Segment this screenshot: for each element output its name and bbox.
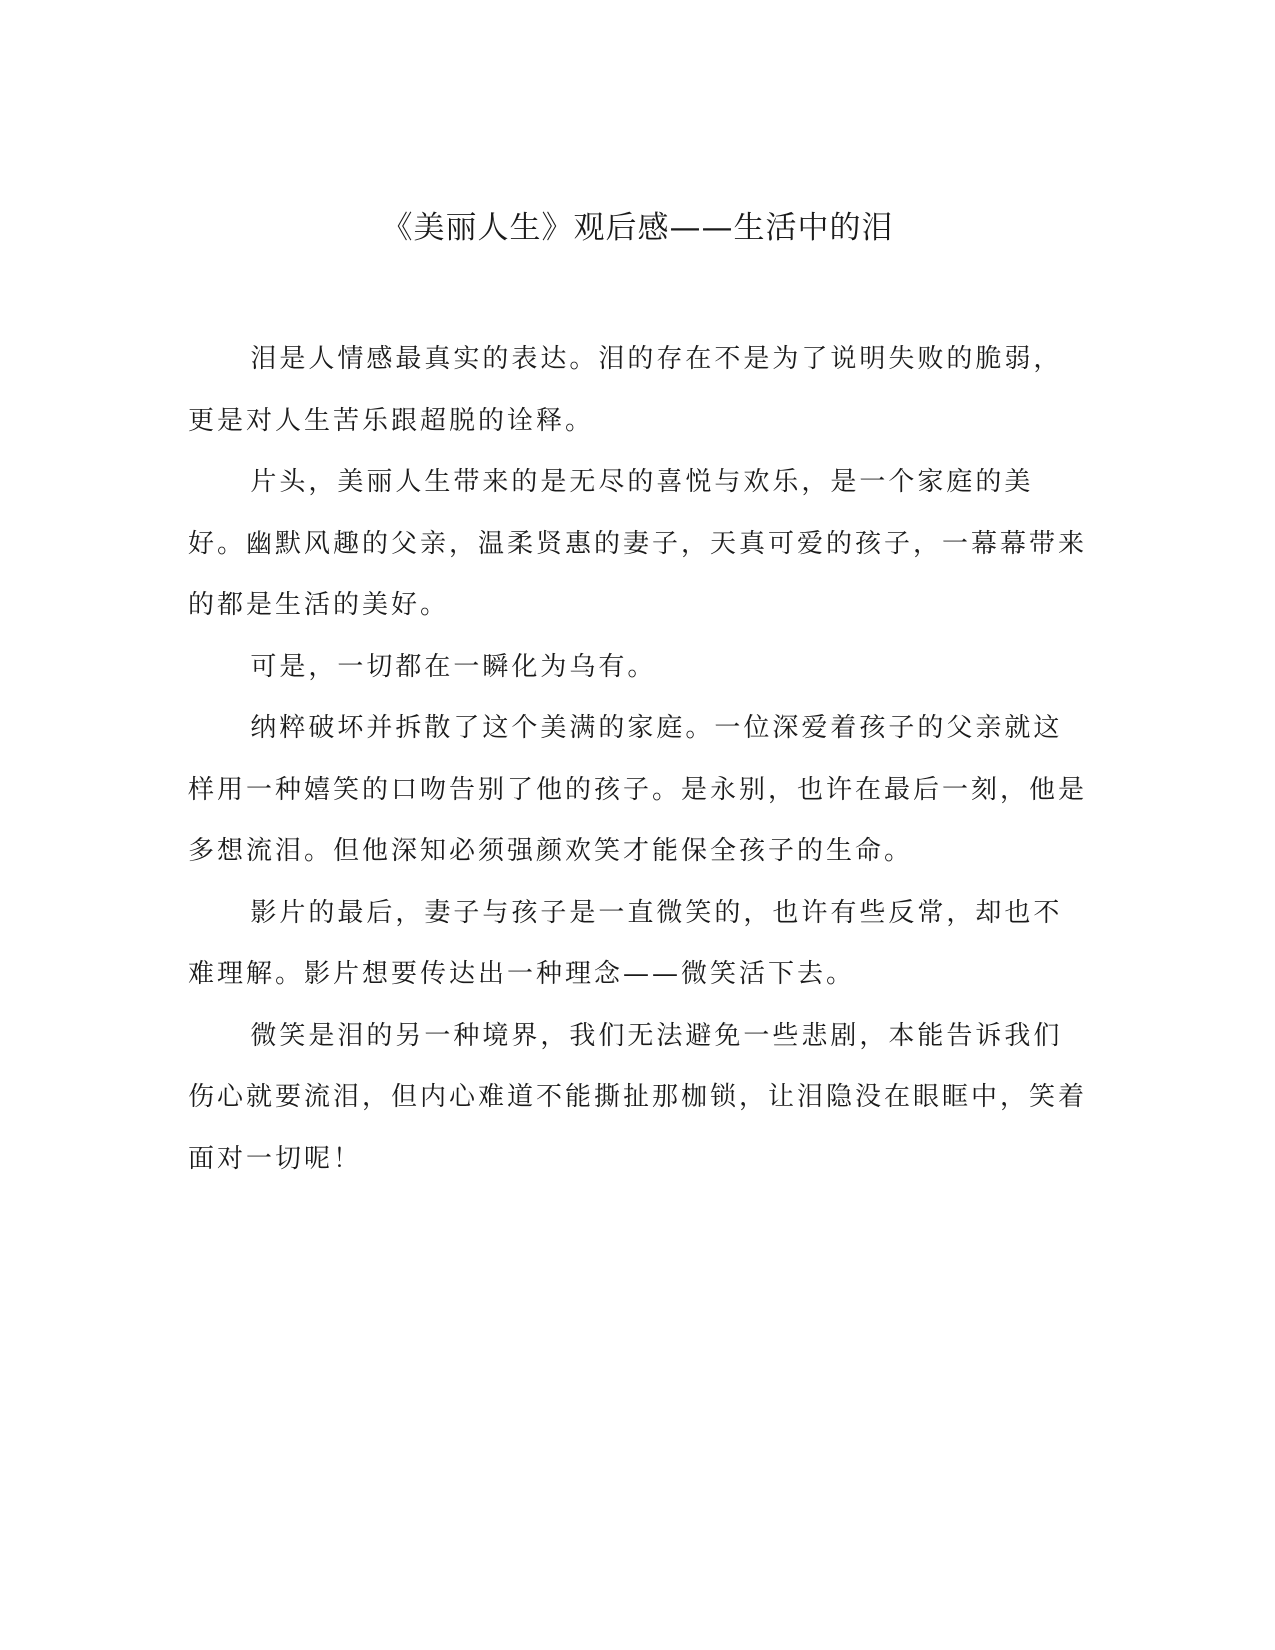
- paragraph-6: 微笑是泪的另一种境界，我们无法避免一些悲剧，本能告诉我们伤心就要流泪，但内心难道不能撕扯那枷锁，让泪隐没在眼眶中，笑着面对一切呢！: [188, 1020, 1088, 1174]
- paragraph-3: 可是，一切都在一瞬化为乌有。: [250, 651, 657, 682]
- paragraph-5: 影片的最后，妻子与孩子是一直微笑的，也许有些反常，却也不难理解。影片想要传达出一种理念——微笑活下去。: [188, 897, 1063, 989]
- paragraph-1: 泪是人情感最真实的表达。泪的存在不是为了说明失败的脆弱，更是对人生苦乐跟超脱的诠释。: [188, 344, 1063, 436]
- document-title: 《美丽人生》观后感——生活中的泪: [381, 210, 894, 246]
- paragraph-4: 纳粹破坏并拆散了这个美满的家庭。一位深爱着孩子的父亲就这样用一种嬉笑的口吻告别了他的孩子。是永别，也许在最后一刻，他是多想流泪。但他深知必须强颜欢笑才能保全孩子的生命。: [188, 713, 1088, 866]
- paragraph-2: 片头，美丽人生带来的是无尽的喜悦与欢乐，是一个家庭的美好。幽默风趣的父亲，温柔贤惠的妻子，天真可爱的孩子，一幕幕带来的都是生活的美好。: [188, 467, 1088, 620]
- document-body: [188, 329, 1088, 1190]
